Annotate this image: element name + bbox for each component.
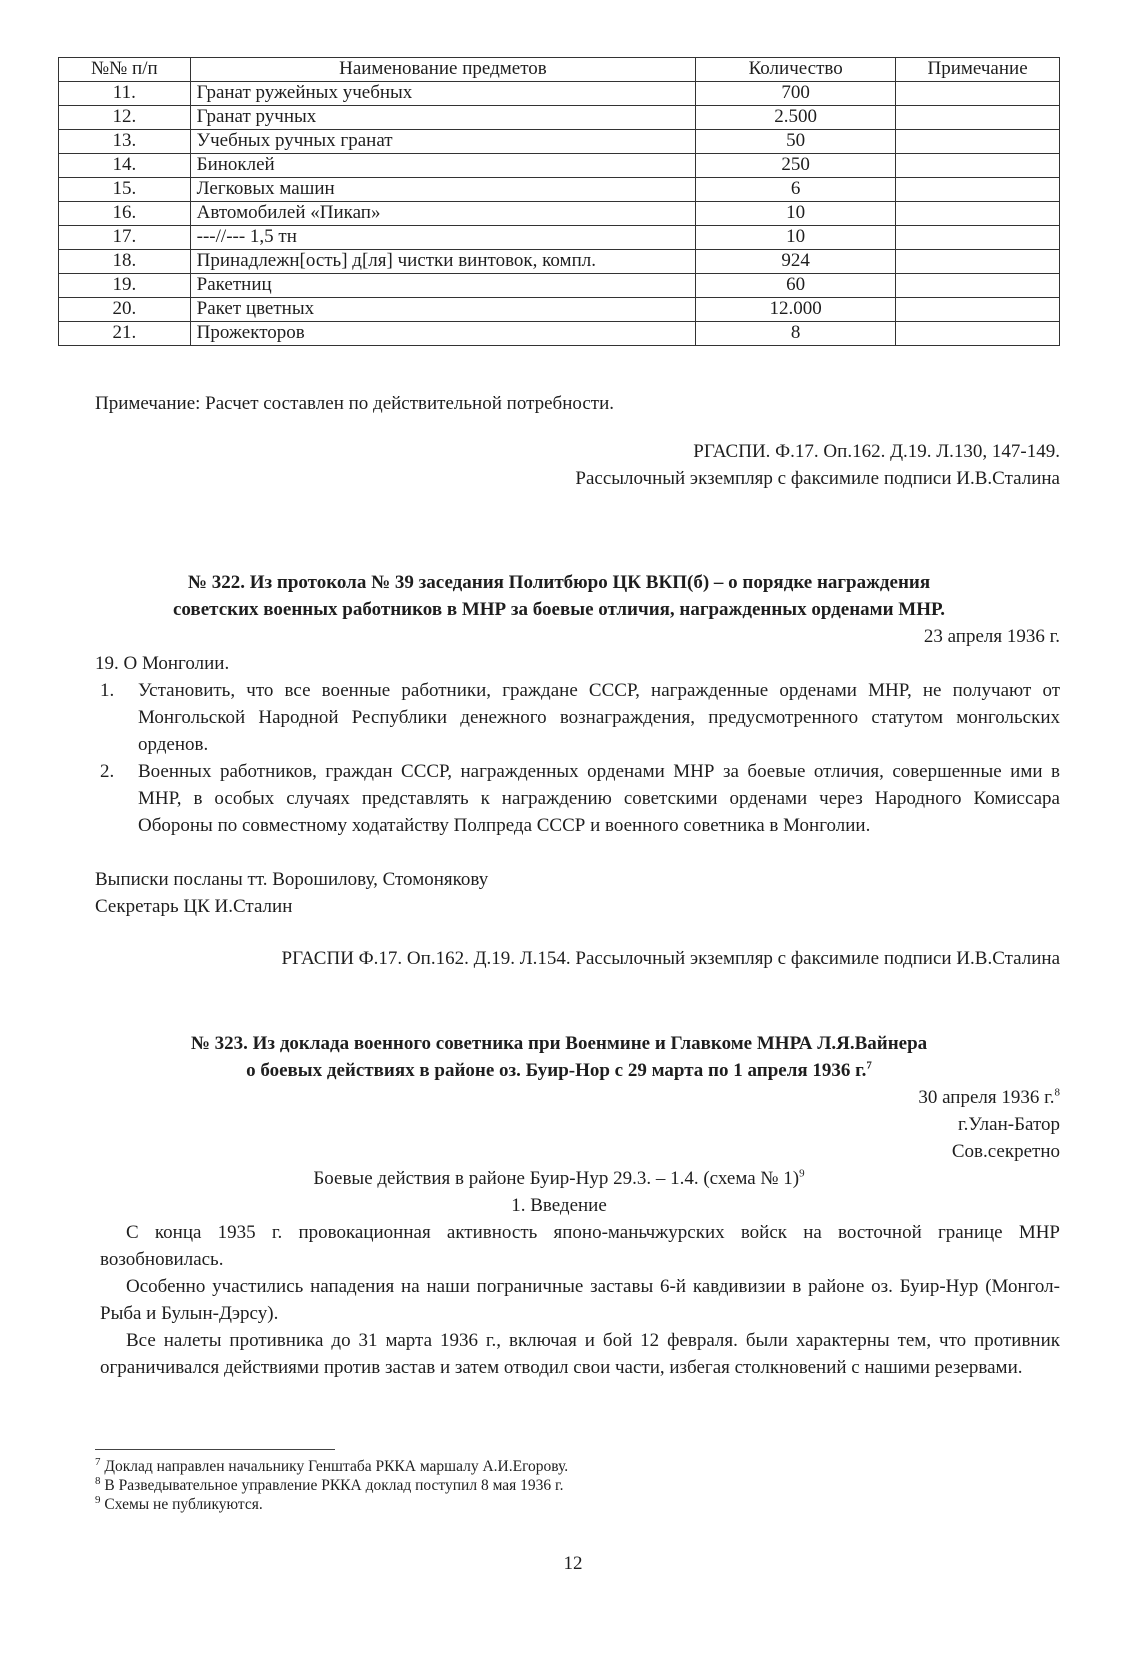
row-note [896,322,1060,346]
header-quantity: Количество [696,58,896,82]
row-item-name: Гранат ручных [190,106,696,130]
row-note [896,250,1060,274]
footnote-ref[interactable]: 8 [1054,1086,1060,1099]
row-number: 14. [59,154,191,178]
row-item-name: Ракет цветных [190,298,696,322]
item-text: Военных работников, граждан СССР, награжденных орденами МНР за боевые отличия, совершенные ими в МНР, в особых случаях представлять к награждению советскими орденами через Народного Комиссара Обороны по совместному ходатайству Полпреда СССР и военного советника в Монголии. [138,761,1060,836]
row-item-name: Биноклей [190,154,696,178]
row-quantity: 10 [696,202,896,226]
row-number: 11. [59,82,191,106]
row-quantity: 50 [696,130,896,154]
footnote-divider [95,1449,335,1450]
table-row [59,322,1060,346]
row-item-name: ---//--- 1,5 тн [190,226,696,250]
row-number: 17. [59,226,191,250]
title-text: о боевых действиях в районе оз. Буир-Нор с 29 марта по 1 апреля 1936 г. [246,1060,867,1081]
row-quantity: 10 [696,226,896,250]
footnote-ref[interactable]: 9 [799,1167,805,1180]
doc-322-item-2 [100,758,1060,839]
subtitle-text: Боевые действия в районе Буир-Нур 29.3. – 1.4. (схема № 1) [313,1168,800,1189]
row-number: 19. [59,274,191,298]
doc-322-extracts: Выписки посланы тт. Ворошилову, Стомонякову [95,869,489,890]
inventory-table [58,57,1060,346]
footnote-8 [95,1476,564,1495]
doc-322-heading: 19. О Монголии. [95,653,230,674]
row-note [896,178,1060,202]
footnote-mark: 9 [95,1493,101,1506]
row-note [896,298,1060,322]
footnote-9 [95,1495,263,1514]
row-note [896,226,1060,250]
footnote-7 [95,1457,568,1476]
doc-322-secretary: Секретарь ЦК И.Сталин [95,896,293,917]
row-note [896,202,1060,226]
header-item-name: Наименование предметов [190,58,696,82]
row-number: 20. [59,298,191,322]
row-number: 21. [59,322,191,346]
row-note [896,130,1060,154]
table-row [59,226,1060,250]
row-quantity: 2.500 [696,106,896,130]
table-note: Примечание: Расчет составлен по действительной потребности. [95,393,614,414]
doc-322-source: РГАСПИ Ф.17. Оп.162. Д.19. Л.154. Рассылочный экземпляр с факсимиле подписи И.В.Сталина [281,948,1060,969]
doc-323-title-line-1: № 323. Из доклада военного советника при Военмине и Главкоме МНРА Л.Я.Вайнера [190,1033,928,1054]
row-item-name: Учебных ручных гранат [190,130,696,154]
row-quantity: 700 [696,82,896,106]
doc-323-section: 1. Введение [511,1195,607,1216]
footnote-text: В Разведывательное управление РККА доклад поступил 8 мая 1936 г. [104,1477,564,1494]
row-note [896,82,1060,106]
table-row [59,274,1060,298]
doc-323-classification: Сов.секретно [951,1141,1060,1162]
footnote-text: Схемы не публикуются. [104,1496,263,1513]
date-text: 30 апреля 1936 г. [918,1087,1055,1108]
row-number: 13. [59,130,191,154]
row-quantity: 924 [696,250,896,274]
row-quantity: 250 [696,154,896,178]
row-quantity: 12.000 [696,298,896,322]
footnote-mark: 7 [95,1455,101,1468]
row-quantity: 60 [696,274,896,298]
footnote-text: Доклад направлен начальнику Генштаба РККА маршалу А.И.Егорову. [104,1458,569,1475]
item-number: 1. [100,680,115,701]
row-quantity: 8 [696,322,896,346]
header-note: Примечание [896,58,1060,82]
row-number: 12. [59,106,191,130]
doc-322-item-1 [100,677,1060,758]
doc-323-place: г.Улан-Батор [957,1114,1060,1135]
table-row [59,178,1060,202]
footnote-mark: 8 [95,1474,101,1487]
archive-reference: РГАСПИ. Ф.17. Оп.162. Д.19. Л.130, 147-149. [693,441,1060,462]
doc-323-title-line-2 [58,1057,1060,1084]
item-text: Установить, что все военные работники, граждане СССР, награжденные орденами МНР, не получают от Монгольской Народной Республики денежного вознаграждения, предусмотренного статутом монгольских орденов. [138,680,1060,755]
row-item-name: Легковых машин [190,178,696,202]
table-header-row [59,58,1060,82]
table-row [59,82,1060,106]
doc-322-title-line-2: советских военных работников в МНР за боевые отличия, награжденных орденами МНР. [172,599,946,620]
row-note [896,106,1060,130]
copy-note: Рассылочный экземпляр с факсимиле подписи И.В.Сталина [575,468,1060,489]
row-item-name: Гранат ружейных учебных [190,82,696,106]
doc-323-paragraph: Особенно участились нападения на наши пограничные заставы 6-й кавдивизии в районе оз. Буир-Нур (Монгол-Рыба и Булын-Дэрсу). [100,1276,1060,1324]
doc-323-date [95,1084,1060,1111]
row-number: 18. [59,250,191,274]
doc-322-date: 23 апреля 1936 г. [923,626,1060,647]
table-row [59,130,1060,154]
footnote-ref[interactable]: 7 [866,1059,872,1072]
doc-323-paragraph: С конца 1935 г. провокационная активность японо-маньчжурских войск на восточной границе МНР возобновилась. [100,1222,1060,1270]
table-row [59,106,1060,130]
row-item-name: Автомобилей «Пикап» [190,202,696,226]
row-item-name: Прожекторов [190,322,696,346]
row-note [896,154,1060,178]
row-number: 16. [59,202,191,226]
row-quantity: 6 [696,178,896,202]
doc-323-subtitle [58,1165,1060,1192]
row-note [896,274,1060,298]
row-number: 15. [59,178,191,202]
row-item-name: Принадлежн[ость] д[ля] чистки винтовок, компл. [190,250,696,274]
table-row [59,250,1060,274]
table-row [59,202,1060,226]
header-number: №№ п/п [59,58,191,82]
item-number: 2. [100,761,115,782]
page-number: 12 [563,1553,583,1574]
table-row [59,298,1060,322]
row-item-name: Ракетниц [190,274,696,298]
doc-322-title-line-1: № 322. Из протокола № 39 заседания Политбюро ЦК ВКП(б) – о порядке награждения [187,572,931,593]
doc-323-paragraph: Все налеты противника до 31 марта 1936 г., включая и бой 12 февраля. были характерны тем, что противник ограничивался действиями против застав и затем отводил свои части, избегая столкновений с нашими резервами. [100,1330,1060,1378]
table-row [59,154,1060,178]
